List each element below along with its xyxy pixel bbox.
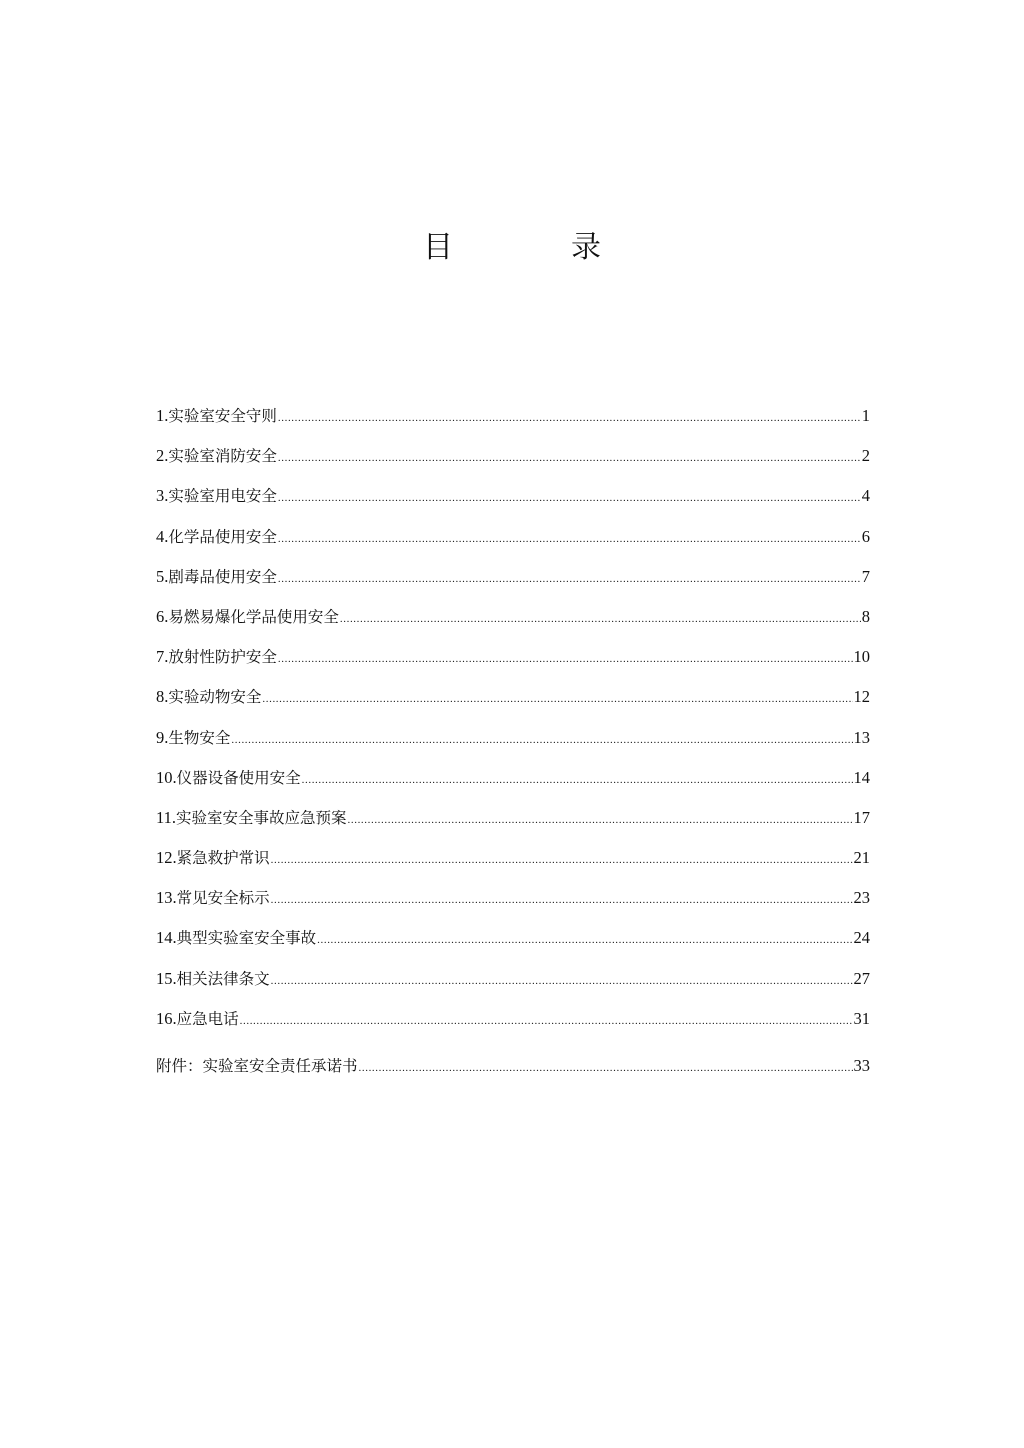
toc-entry-12 (156, 846, 870, 886)
toc-entry-title: 典型实验室安全事故 (176, 929, 317, 948)
toc-entry-title: 仪器设备使用安全 (176, 768, 301, 787)
toc-entry-label (156, 886, 270, 908)
toc-dot-leader (262, 693, 852, 705)
toc-dot-leader (317, 934, 852, 946)
toc-entry-title: 相关法律条文 (176, 969, 270, 988)
toc-entry-title: 放射性防护安全 (168, 648, 277, 667)
toc-entry-label (156, 766, 301, 788)
toc-entry-16 (156, 1007, 870, 1047)
toc-entry-page: 13 (853, 727, 870, 747)
toc-entry-4 (156, 525, 870, 565)
toc-dot-leader (240, 1015, 853, 1027)
toc-entry-number: 1. (156, 406, 169, 425)
toc-entry-number: 12. (156, 848, 177, 868)
toc-entry-page: 24 (853, 928, 870, 948)
toc-entry-page: 7 (861, 566, 870, 586)
toc-entry-6 (156, 605, 870, 645)
toc-entry-page: 6 (861, 526, 870, 546)
toc-entry-label (156, 444, 277, 466)
toc-entry-title: 生物安全 (168, 728, 231, 747)
toc-entry-page: 2 (861, 446, 870, 466)
toc-entry-page: 23 (853, 888, 870, 908)
toc-entry-page: 31 (853, 1008, 870, 1028)
toc-entry-number: 13. (156, 888, 177, 908)
toc-entry-label (156, 806, 347, 828)
toc-entry-number: 4. (156, 526, 169, 546)
toc-dot-leader (278, 573, 861, 585)
toc-entry-page: 1 (861, 406, 870, 425)
toc-entry-label (156, 605, 339, 627)
toc-entry-title: 应急电话 (176, 1009, 239, 1028)
toc-entry-title: 常见安全标示 (176, 889, 270, 908)
toc-dot-leader (278, 452, 861, 464)
toc-entry-number: 14. (156, 928, 177, 948)
toc-entry-title: 附件：实验室安全责任承诺书 (156, 1057, 358, 1075)
toc-entry-page: 10 (853, 647, 870, 667)
toc-entry-title: 紧急救护常识 (176, 849, 270, 868)
toc-entry-page: 8 (861, 606, 870, 626)
toc-entry-13 (156, 886, 870, 926)
toc-dot-leader (278, 492, 861, 504)
toc-entry-10 (156, 766, 870, 806)
toc-entry-title: 实验室安全守则 (168, 407, 277, 425)
toc-entry-label (156, 484, 277, 506)
toc-entry-15 (156, 967, 870, 1007)
toc-dot-leader (271, 975, 853, 987)
toc-entry-label (156, 926, 316, 948)
toc-entry-title: 实验室安全事故应急预案 (176, 808, 347, 827)
toc-entry-label (156, 1007, 239, 1029)
toc-entry-title: 实验室消防安全 (168, 447, 277, 466)
toc-entry-1 (156, 404, 870, 444)
toc-entry-page: 14 (853, 767, 870, 787)
toc-entry-label (156, 404, 277, 426)
toc-entry-title: 化学品使用安全 (168, 527, 277, 546)
toc-entry-label (156, 565, 277, 587)
toc-entry-number: 2. (156, 446, 169, 466)
toc-entry-label (156, 525, 277, 547)
toc-entry-number: 9. (156, 727, 169, 747)
toc-entry-page: 12 (853, 687, 870, 707)
toc-entry-number: 10. (156, 767, 177, 787)
toc-entry-title: 易燃易爆化学品使用安全 (168, 607, 339, 626)
toc-entry-number: 5. (156, 566, 169, 586)
toc-entry-page: 21 (853, 848, 870, 868)
toc-entry-number: 8. (156, 687, 169, 707)
toc-dot-leader (278, 533, 861, 545)
toc-dot-leader (278, 412, 861, 424)
toc-entry-title: 剧毒品使用安全 (168, 567, 277, 586)
toc-entry-7 (156, 645, 870, 685)
toc-entry-label (156, 726, 230, 748)
toc-entry-14 (156, 926, 870, 966)
toc-dot-leader (302, 774, 853, 786)
toc-dot-leader (278, 653, 853, 665)
toc-entry-appendix (156, 1054, 870, 1094)
toc-entry-label (156, 1054, 358, 1076)
toc-entry-5 (156, 565, 870, 605)
page-title: 目 录 (423, 230, 645, 265)
toc-entry-number: 16. (156, 1008, 177, 1028)
toc-entry-page: 33 (853, 1056, 870, 1075)
table-of-contents (156, 404, 870, 1094)
toc-entry-title: 实验室用电安全 (168, 487, 277, 506)
toc-entry-number: 7. (156, 647, 169, 667)
toc-dot-leader (340, 613, 861, 625)
toc-dot-leader (271, 854, 853, 866)
toc-entry-label (156, 967, 270, 989)
toc-entry-page: 27 (853, 968, 870, 988)
toc-entry-3 (156, 484, 870, 524)
toc-entry-label (156, 645, 277, 667)
toc-dot-leader (231, 734, 852, 746)
toc-entry-label (156, 846, 270, 868)
toc-entry-9 (156, 726, 870, 766)
toc-entry-page: 17 (853, 807, 870, 827)
toc-entry-2 (156, 444, 870, 484)
toc-dot-leader (271, 894, 853, 906)
toc-entry-label (156, 685, 261, 707)
toc-entry-number: 11. (156, 807, 177, 827)
toc-dot-leader (348, 814, 853, 826)
toc-entry-number: 3. (156, 486, 169, 506)
toc-entry-11 (156, 806, 870, 846)
toc-entry-page: 4 (861, 486, 870, 506)
toc-dot-leader (359, 1062, 853, 1074)
toc-entry-title: 实验动物安全 (168, 688, 262, 707)
toc-entry-8 (156, 685, 870, 725)
toc-entry-number: 6. (156, 606, 169, 626)
toc-entry-number: 15. (156, 968, 177, 988)
